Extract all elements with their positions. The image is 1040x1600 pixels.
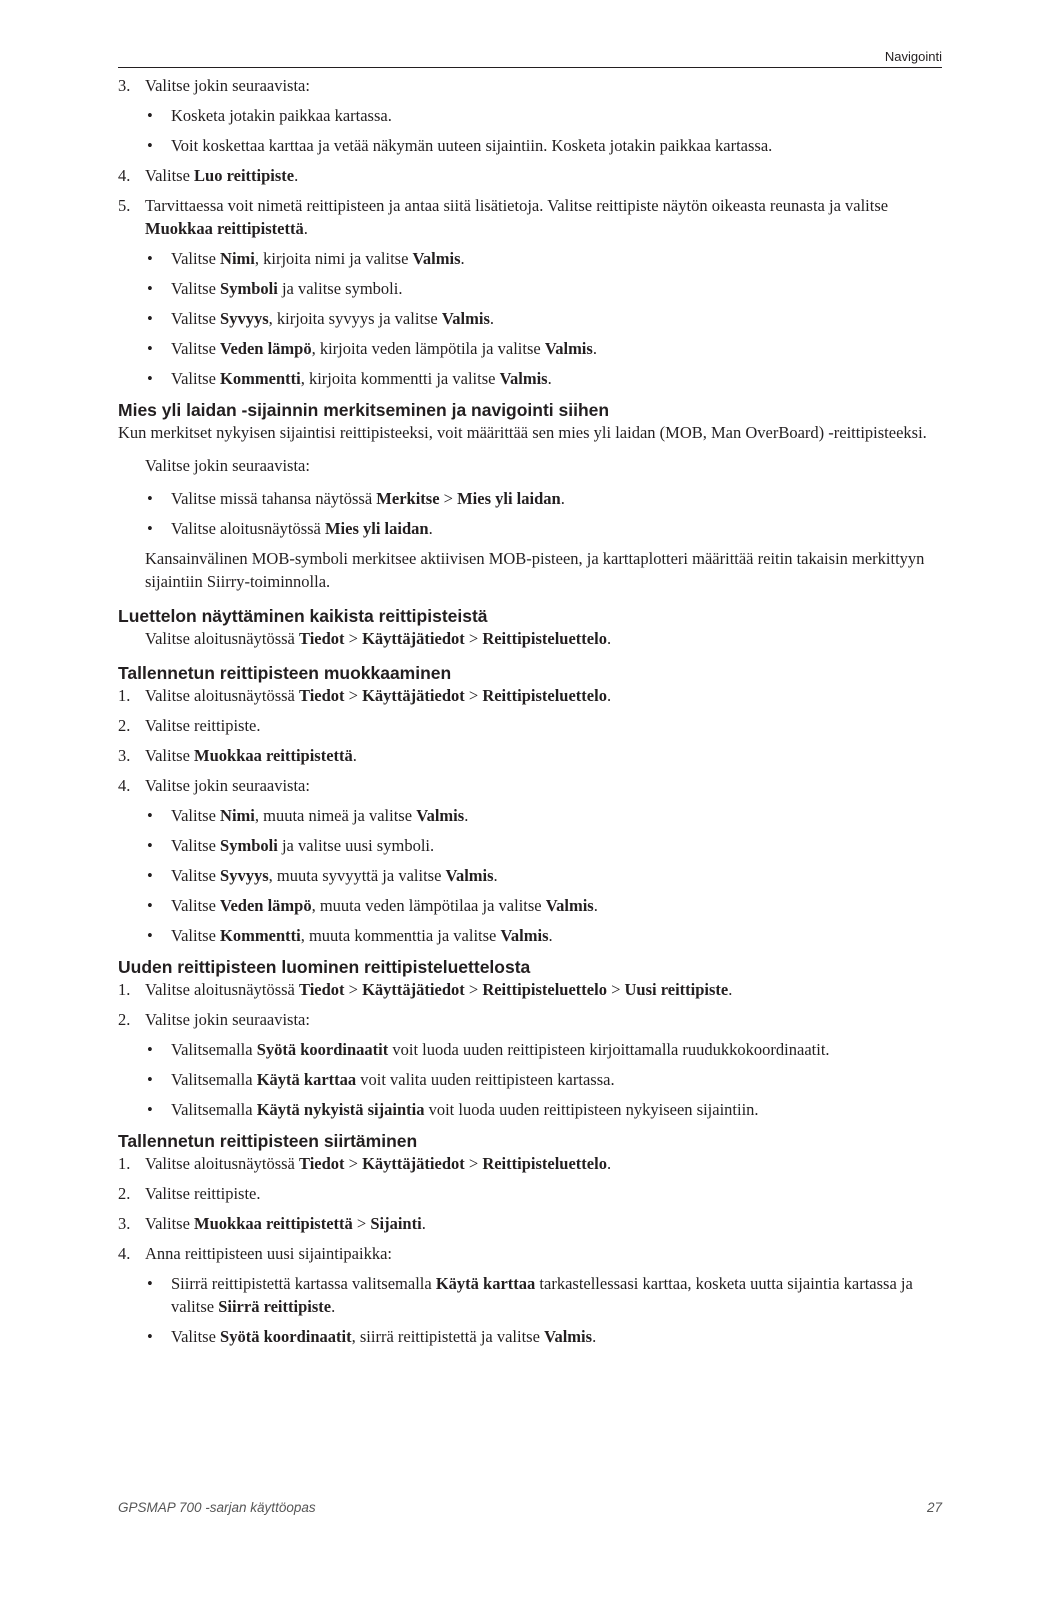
ui-term: Reittipisteluettelo [482,686,607,705]
text-run: voit luoda uuden reittipisteen nykyiseen sijaintiin. [424,1100,759,1119]
bullet-marker: • [147,1100,153,1119]
bullet-marker: • [147,249,153,268]
step-number: 3. [118,746,131,765]
bullet-marker: • [147,1327,153,1346]
item-text [171,866,498,885]
numbered-step [118,774,942,797]
text-run: Valitsemalla [171,1070,257,1089]
item-text [145,76,310,95]
ui-term: Tiedot [298,980,345,999]
ui-term: Tiedot [298,629,345,648]
numbered-step [118,74,942,97]
ui-term: Valmis [500,926,549,945]
text-run: Valitse [145,166,195,185]
ui-term: Käyttäjätiedot [362,980,465,999]
item-text [145,549,924,591]
section-heading: Tallennetun reittipisteen siirtäminen [118,1131,418,1151]
step-number: 1. [118,1154,131,1173]
bullet-item [118,134,942,157]
numbered-step [118,1182,942,1205]
item-text [171,489,565,508]
text-run: > [344,980,363,999]
text-run: . [294,166,299,185]
ui-term: Käytä karttaa [435,1274,536,1293]
text-run: > [439,489,458,508]
section-title: Navigointi [884,49,942,64]
bullet-marker: • [147,309,153,328]
bullet-marker: • [147,519,153,538]
ui-term: Symboli [220,279,278,298]
text-run: tarkastellessasi karttaa, kosketa uutta sijaintia kartassa ja valitse [171,1274,913,1316]
bullet-item [118,367,942,390]
numbered-step [118,978,942,1001]
bullet-item [118,104,942,127]
text-run: Valitsemalla [171,1040,257,1059]
text-run: Valitse aloitusnäytössä [145,1154,299,1173]
text-run: . [728,980,733,999]
text-run: Valitse [171,926,221,945]
bullet-item [118,1068,942,1091]
item-text [171,836,434,855]
item-text [171,249,465,268]
item-text [145,1244,392,1263]
ui-term: Valmis [441,309,490,328]
ui-term: Valmis [544,1327,593,1346]
step-number: 3. [118,1214,131,1233]
text-run: Kosketa jotakin paikkaa kartassa. [171,106,392,125]
item-text [171,806,468,825]
text-run: > [464,629,483,648]
ui-term: Luo reittipiste [194,166,295,185]
text-run: voit valita uuden reittipisteen kartassa. [356,1070,615,1089]
text-run: Valitse [171,866,221,885]
bullet-marker: • [147,926,153,945]
text-run: Valitse [171,339,221,358]
item-text [145,1214,426,1233]
paragraph [118,421,942,444]
text-run: . [560,489,565,508]
text-run: . [464,806,469,825]
ui-term: Nimi [220,806,255,825]
bullet-marker: • [147,836,153,855]
ui-term: Kommentti [220,926,301,945]
text-run: > [464,686,483,705]
ui-term: Nimi [220,249,255,268]
ui-term: Muokkaa reittipistettä [145,219,304,238]
text-run: . [606,686,612,705]
item-text [171,339,597,358]
ui-term: Valmis [416,806,465,825]
text-run: Valitse aloitusnäytössä [145,980,299,999]
ui-term: Siirrä reittipiste [218,1297,332,1316]
text-run: > [352,1214,371,1233]
ui-term: Valmis [499,369,548,388]
item-text [171,926,553,945]
ui-term: Muokkaa reittipistettä [194,1214,353,1233]
text-run: Valitse [171,1327,221,1346]
bullet-item [118,487,942,510]
numbered-step [118,1242,942,1265]
text-run: Valitse [171,896,221,915]
text-run: > [464,980,483,999]
bullet-item [118,1038,942,1061]
text-run: Valitse [171,369,221,388]
numbered-step [118,714,942,737]
text-run: > [344,1154,363,1173]
text-run: Siirrä reittipistettä kartassa valitsemalla [171,1274,436,1293]
ui-term: Tiedot [298,686,345,705]
step-number: 2. [118,716,131,735]
item-text [171,1100,759,1119]
text-run: voit luoda uuden reittipisteen kirjoittamalla ruudukkokoordinaatit. [388,1040,830,1059]
text-run: , kirjoita kommentti ja valitse [300,369,500,388]
bullet-item [118,864,942,887]
bullet-marker: • [147,279,153,298]
section-heading: Tallennetun reittipisteen muokkaaminen [118,663,452,683]
item-text [171,106,392,125]
ui-term: Syvyys [220,309,269,328]
text-run: , kirjoita nimi ja valitse [254,249,413,268]
item-text [145,1010,310,1029]
bullet-marker: • [147,489,153,508]
step-number: 4. [118,1244,131,1263]
ui-term: Reittipisteluettelo [482,629,607,648]
bullet-item [118,517,942,540]
text-run: Kansainvälinen MOB-symboli merkitsee aktiivisen MOB-pisteen, ja karttaplotteri määrittää reitin takaisin merkittyyn sijaintiin Siirry-toiminnolla. [145,549,925,591]
item-text [145,686,611,705]
numbered-step [118,194,942,240]
item-text [145,980,732,999]
text-run: Valitse jokin seuraavista: [145,76,310,95]
ui-term: Sijainti [370,1214,422,1233]
text-run: Valitse aloitusnäytössä [145,629,299,648]
text-run: . [592,339,597,358]
ui-term: Valmis [445,866,494,885]
step-number: 1. [118,980,131,999]
bullet-marker: • [147,369,153,388]
ui-term: Merkitse [376,489,440,508]
text-run: . [547,369,552,388]
section-heading: Mies yli laidan -sijainnin merkitseminen ja navigointi siihen [118,400,610,420]
item-text [145,456,310,475]
text-run: . [548,926,553,945]
bullet-item [118,337,942,360]
item-text [118,423,927,442]
text-run: Valitse reittipiste. [145,1184,261,1203]
text-run: Valitse aloitusnäytössä [145,686,299,705]
text-run: > [606,980,625,999]
text-run: . [352,746,357,765]
text-run: . [428,519,433,538]
ui-term: Valmis [544,339,593,358]
page-footer [118,1500,942,1520]
item-text [171,369,552,388]
numbered-step [118,1152,942,1175]
bullet-item [118,1098,942,1121]
bullet-item [118,1272,942,1318]
text-run: ja valitse symboli. [277,279,403,298]
text-run: Valitse [171,279,221,298]
numbered-step [118,1008,942,1031]
step-number: 2. [118,1184,131,1203]
bullet-marker: • [147,136,153,155]
ui-term: Muokkaa reittipistettä [194,746,353,765]
text-run: > [344,686,363,705]
text-run: Valitse jokin seuraavista: [145,456,310,475]
item-text [171,136,772,155]
bullet-item [118,924,942,947]
step-number: 4. [118,776,131,795]
text-run: , muuta veden lämpötilaa ja valitse [311,896,546,915]
text-run: , kirjoita veden lämpötila ja valitse [311,339,545,358]
text-run: , muuta kommenttia ja valitse [300,926,501,945]
bullet-item [118,894,942,917]
paragraph [118,627,942,650]
item-text [171,309,494,328]
ui-term: Käyttäjätiedot [362,629,465,648]
item-text [171,1070,615,1089]
ui-term: Käyttäjätiedot [362,686,465,705]
ui-term: Tiedot [298,1154,345,1173]
step-number: 1. [118,686,131,705]
step-number: 3. [118,76,131,95]
text-run: . [489,309,495,328]
ui-term: Mies yli laidan [324,519,429,538]
bullet-item [118,834,942,857]
ui-term: Reittipisteluettelo [482,1154,607,1173]
text-run: Valitse [171,836,221,855]
document-body [118,74,942,1355]
item-text [145,166,298,185]
numbered-step [118,684,942,707]
text-run: , muuta nimeä ja valitse [254,806,417,825]
bullet-marker: • [147,1040,153,1059]
text-run: Valitse [145,1214,195,1233]
ui-term: Valmis [545,896,594,915]
text-run: Kun merkitset nykyisen sijaintisi reittipisteeksi, voit määrittää sen mies yli laidan (MOB, Man OverBoard) -reittipisteeksi. [118,423,927,442]
ui-term: Käytä karttaa [256,1070,357,1089]
item-text [171,1274,913,1316]
item-text [145,629,611,648]
item-text [145,716,260,735]
text-run: . [606,629,612,648]
item-text [171,519,433,538]
bullet-item [118,247,942,270]
bullet-item [118,804,942,827]
item-text [171,1040,830,1059]
ui-term: Käyttäjätiedot [362,1154,465,1173]
numbered-step [118,1212,942,1235]
numbered-step [118,164,942,187]
item-text [171,1327,596,1346]
bullet-marker: • [147,1070,153,1089]
ui-term: Kommentti [220,369,301,388]
ui-term: Syvyys [220,866,269,885]
bullet-item [118,1325,942,1348]
text-run: Valitse [171,249,221,268]
text-run: ja valitse uusi symboli. [277,836,435,855]
text-run: Valitse jokin seuraavista: [145,776,310,795]
section-heading: Uuden reittipisteen luominen reittipisteluettelosta [118,957,531,977]
item-text [145,196,888,238]
ui-term: Veden lämpö [220,896,312,915]
ui-term: Uusi reittipiste [624,980,729,999]
bullet-marker: • [147,339,153,358]
text-run: > [464,1154,483,1173]
ui-term: Mies yli laidan [457,489,561,508]
text-run: . [593,896,598,915]
text-run: Anna reittipisteen uusi sijaintipaikka: [145,1244,392,1263]
ui-term: Valmis [412,249,461,268]
numbered-step [118,744,942,767]
text-run: . [606,1154,612,1173]
bullet-item [118,307,942,330]
page-number: 27 [926,1500,942,1515]
section-heading: Luettelon näyttäminen kaikista reittipisteistä [118,606,488,626]
bullet-marker: • [147,1274,153,1293]
text-run: . [421,1214,426,1233]
step-number: 2. [118,1010,131,1029]
text-run: Voit koskettaa karttaa ja vetää näkymän uuteen sijaintiin. Kosketa jotakin paikkaa kartassa. [171,136,773,155]
text-run: , muuta syvyyttä ja valitse [268,866,446,885]
text-run: Valitse [171,309,221,328]
text-run: . [493,866,498,885]
text-run: Valitse [145,746,195,765]
ui-term: Veden lämpö [220,339,312,358]
ui-term: Symboli [220,836,278,855]
item-text [145,776,310,795]
page-header [118,45,942,68]
bullet-marker: • [147,806,153,825]
text-run: . [460,249,465,268]
text-run: , kirjoita syvyys ja valitse [268,309,442,328]
ui-term: Reittipisteluettelo [482,980,607,999]
paragraph [118,454,942,477]
text-run: Valitse missä tahansa näytössä [171,489,377,508]
ui-term: Käytä nykyistä sijaintia [256,1100,425,1119]
text-run: > [344,629,363,648]
text-run: . [592,1327,597,1346]
bullet-item [118,277,942,300]
step-number: 5. [118,196,131,215]
item-text [145,746,357,765]
ui-term: Syötä koordinaatit [220,1327,352,1346]
text-run: Valitse reittipiste. [145,716,261,735]
step-number: 4. [118,166,131,185]
bullet-marker: • [147,896,153,915]
text-run: . [331,1297,336,1316]
text-run: Valitsemalla [171,1100,257,1119]
paragraph [118,547,942,593]
item-text [145,1184,260,1203]
text-run: . [303,219,308,238]
item-text [171,896,598,915]
text-run: Valitse aloitusnäytössä [171,519,325,538]
ui-term: Syötä koordinaatit [256,1040,389,1059]
text-run: Valitse [171,806,221,825]
text-run: Valitse jokin seuraavista: [145,1010,310,1029]
text-run: , siirrä reittipistettä ja valitse [351,1327,545,1346]
manual-title: GPSMAP 700 -sarjan käyttöopas [118,1500,316,1515]
item-text [145,1154,611,1173]
item-text [171,279,402,298]
bullet-marker: • [147,106,153,125]
text-run: Tarvittaessa voit nimetä reittipisteen ja antaa siitä lisätietoja. Valitse reittipiste näytön oikeasta reunasta ja valitse [145,196,889,215]
bullet-marker: • [147,866,153,885]
